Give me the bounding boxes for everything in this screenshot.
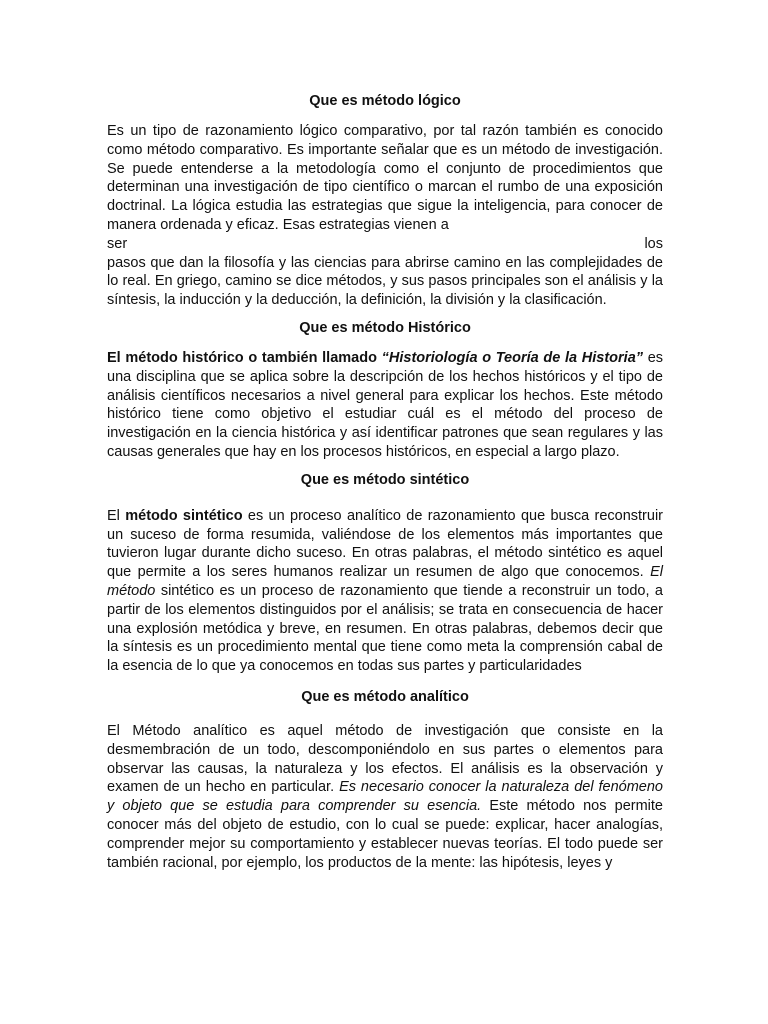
paragraph-metodo-sintetico [107,507,663,676]
historico-bold-lead: El método histórico o también llamado [107,349,382,366]
historico-text: es una disciplina que se aplica sobre la descripción de los hechos históricos y el tipo de análisis científicos necesarios a nivel general para explicar los hechos. Este método histórico tiene como objetivo el estudiar cuál es el método del proceso de investigación en la ciencia histórica y así identificar patrones que sean regulares y las causas generales que hay en los procesos históricos, en especial a largo plazo. [107,349,664,460]
sintetico-lead: El [107,507,126,524]
analitico-text-2: Este método nos permite conocer más del objeto de estudio, con lo cual se puede: explicar, hacer analogías, comprender mejor su comportamiento y establecer nuevas teorías. El todo puede ser también racional, por ejemplo, los productos de la mente: las hipótesis, leyes y [107,798,663,871]
paragraph-logico-continuation [107,254,663,310]
heading-metodo-analitico: Que es método analítico [301,688,469,705]
paragraph-metodo-historico [107,349,663,462]
heading-metodo-logico: Que es método lógico [309,93,461,109]
analitico-text-1: El Método analítico es aquel método de investigación que consiste en la desmembración de un todo, descomponiéndolo en sus partes o elementos para observar las causas, la naturaleza y los efectos. El análisis es la observación y examen de un hecho en particular. [107,722,663,796]
sintetico-italic: El método [107,564,663,599]
word-ser: ser [107,235,128,252]
analitico-italic: Es necesario conocer la naturaleza del fenómeno y objeto que se estudia para comprender su esencia. [107,779,663,815]
paragraph-logico-split-line [107,235,663,254]
sintetico-text-2: sintético es un proceso de razonamiento que tiende a reconstruir un todo, a partir de los elementos distinguidos por el análisis; se trata en consecuencia de hacer una explosión metódica y breve, en resumen. En otras palabras, debemos decir que la síntesis es un procedimiento mental que tiene como meta la comprensión cabal de la esencia de lo que ya conocemos en todas sus partes y particularidades [107,582,663,675]
word-los: los [644,235,663,252]
historico-bold-italic: “Historiología o Teoría de la Historia” [381,349,644,366]
paragraph-metodo-logico [107,122,663,235]
paragraph-metodo-analitico [107,722,663,872]
paragraph-logico-text-1: Es un tipo de razonamiento lógico comparativo, por tal razón también es conocido como método comparativo. Es importante señalar que es un método de investigación. Se puede entenderse a la metodología como el conjunto de procedimientos que determinan una investigación de tipo científico o marcan el rumbo de una exposición doctrinal. La lógica estudia las estrategias que sigue la inteligencia, para conocer de manera ordenada y eficaz. Esas estrategias vienen a [107,123,663,233]
heading-metodo-historico: Que es método Histórico [299,319,471,336]
sintetico-text-1: es un proceso analítico de razonamiento que busca reconstruir un suceso de forma resumida, valiéndose de los elementos más importantes que tuvieron lugar durante dicho suceso. En otras palabras, el método sintético es aquel que permite a los seres humanos realizar un resumen de algo que conocemos. [107,507,664,581]
sintetico-bold: método sintético [125,507,243,524]
heading-metodo-sintetico: Que es método sintético [300,471,470,488]
paragraph-logico-text-2: pasos que dan la filosofía y las ciencias para abrirse camino en las complejidades de lo real. En griego, camino se dice métodos, y sus pasos principales son el análisis y la síntesis, la inducción y la deducción, la definición, la división y la clasificación. [107,254,663,309]
